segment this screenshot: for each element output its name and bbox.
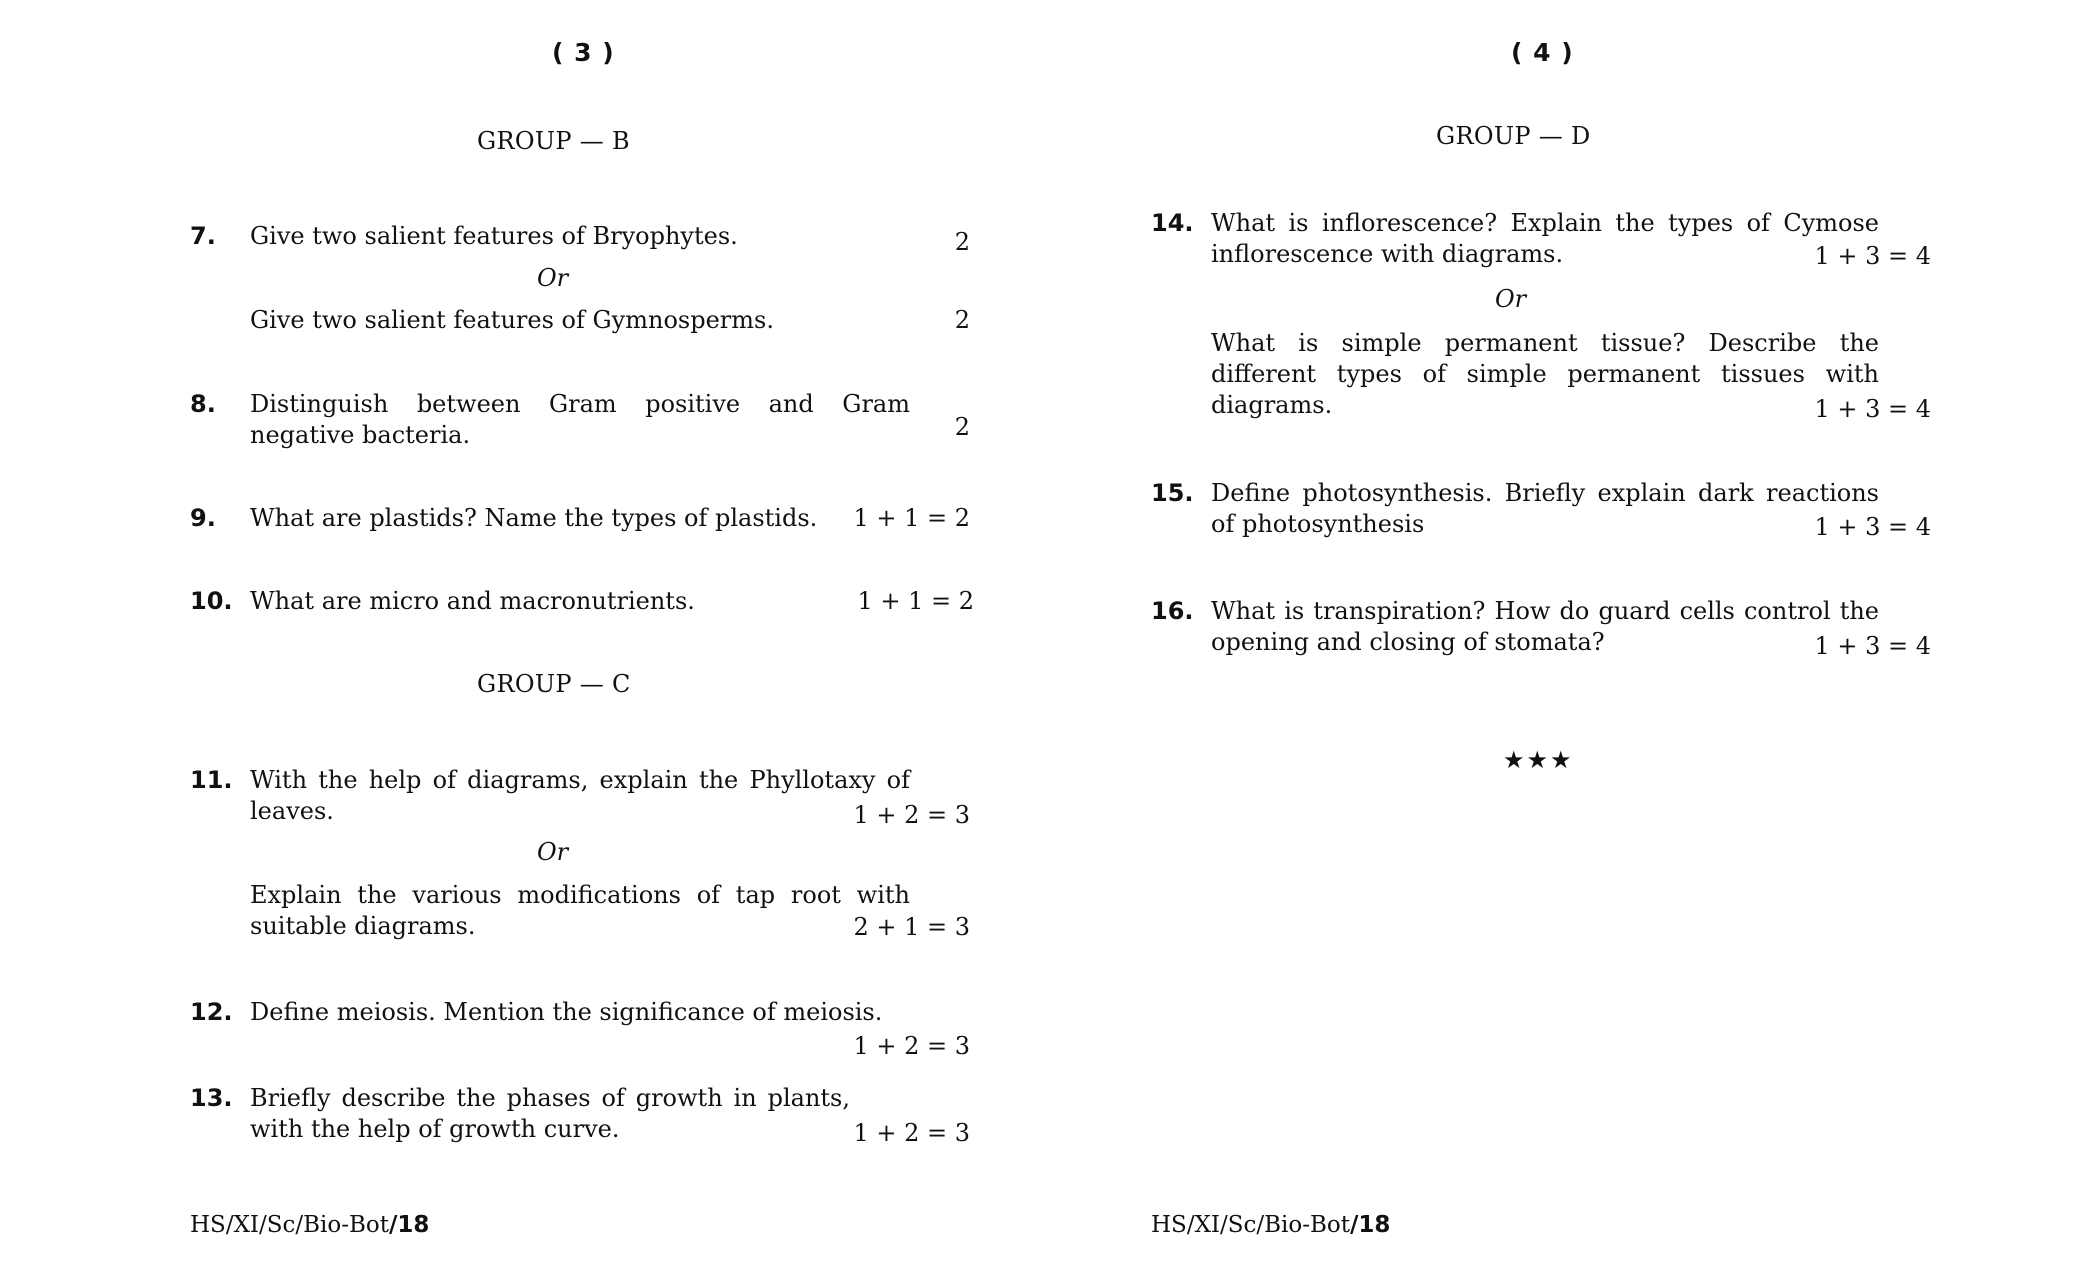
question-text: Give two salient features of Gymnosperms. bbox=[250, 306, 774, 334]
question-text: With the help of diagrams, explain the Phyllotaxy of leaves. bbox=[250, 766, 910, 825]
page-4 bbox=[1150, 0, 2100, 1275]
question-text: What is simple permanent tissue? Describe the different types of simple permanent tissues with diagrams. bbox=[1211, 329, 1879, 419]
question-marks: 1 + 3 = 4 bbox=[1814, 395, 1931, 423]
question-marks: 2 bbox=[954, 306, 970, 334]
question-text: Define meiosis. Mention the significance of meiosis. bbox=[250, 998, 883, 1026]
or-separator: Or bbox=[537, 264, 569, 292]
question-14-alternative bbox=[1151, 328, 1931, 428]
end-of-paper-stars: ★★★ bbox=[1503, 746, 1574, 774]
group-b-heading: GROUP — B bbox=[477, 127, 630, 155]
question-text: What is inflorescence? Explain the types of Cymose inflorescence with diagrams. bbox=[1211, 209, 1879, 268]
group-d-heading: GROUP — D bbox=[1436, 122, 1591, 150]
question-text: What is transpiration? How do guard cells control the opening and closing of stomata? bbox=[1211, 597, 1879, 656]
question-text: Briefly describe the phases of growth in plants, with the help of growth curve. bbox=[250, 1084, 850, 1143]
question-number: 9. bbox=[190, 504, 216, 532]
or-separator: Or bbox=[1495, 285, 1527, 313]
question-number: 10. bbox=[190, 587, 233, 615]
question-text: Distinguish between Gram positive and Gram negative bacteria. bbox=[250, 390, 910, 449]
question-marks: 1 + 1 = 2 bbox=[857, 587, 974, 615]
question-text: What are plastids? Name the types of plastids. bbox=[250, 504, 818, 532]
question-11 bbox=[190, 765, 970, 835]
question-marks: 2 bbox=[954, 413, 970, 441]
question-number: 14. bbox=[1151, 209, 1194, 237]
question-9 bbox=[190, 503, 970, 543]
question-marks: 1 + 3 = 4 bbox=[1814, 242, 1931, 270]
question-marks: 1 + 2 = 3 bbox=[853, 801, 970, 829]
footer-code: HS/XI/Sc/Bio-Bot bbox=[190, 1212, 390, 1238]
page-footer bbox=[190, 1212, 429, 1238]
page-3 bbox=[0, 0, 980, 1275]
question-text: Define photosynthesis. Briefly explain dark reactions of photosynthesis bbox=[1211, 479, 1879, 538]
question-number: 11. bbox=[190, 766, 233, 794]
question-number: 16. bbox=[1151, 597, 1194, 625]
question-16 bbox=[1151, 596, 1931, 666]
question-7 bbox=[190, 221, 970, 261]
or-separator: Or bbox=[537, 838, 569, 866]
footer-code: HS/XI/Sc/Bio-Bot bbox=[1151, 1212, 1351, 1238]
question-marks: 2 + 1 = 3 bbox=[853, 913, 970, 941]
question-marks: 1 + 2 = 3 bbox=[853, 1032, 970, 1060]
question-marks: 2 bbox=[954, 228, 970, 256]
question-12 bbox=[190, 997, 970, 1067]
question-text: Give two salient features of Bryophytes. bbox=[250, 222, 738, 250]
question-14 bbox=[1151, 208, 1931, 278]
question-7-alternative bbox=[190, 305, 970, 345]
question-13 bbox=[190, 1083, 970, 1153]
question-marks: 1 + 3 = 4 bbox=[1814, 513, 1931, 541]
question-11-alternative bbox=[190, 880, 970, 950]
question-8 bbox=[190, 389, 970, 459]
group-c-heading: GROUP — C bbox=[477, 670, 631, 698]
question-15 bbox=[1151, 478, 1931, 548]
question-number: 13. bbox=[190, 1084, 233, 1112]
question-10 bbox=[190, 586, 974, 626]
page-number: ( 3 ) bbox=[552, 38, 615, 67]
question-text: What are micro and macronutrients. bbox=[250, 587, 695, 615]
footer-code-suffix: /18 bbox=[389, 1212, 430, 1238]
question-number: 12. bbox=[190, 998, 233, 1026]
question-marks: 1 + 2 = 3 bbox=[853, 1119, 970, 1147]
page-footer bbox=[1151, 1212, 1390, 1238]
question-number: 8. bbox=[190, 390, 216, 418]
footer-code-suffix: /18 bbox=[1350, 1212, 1391, 1238]
question-number: 15. bbox=[1151, 479, 1194, 507]
question-marks: 1 + 1 = 2 bbox=[853, 504, 970, 532]
question-number: 7. bbox=[190, 222, 216, 250]
question-text: Explain the various modifications of tap root with suitable diagrams. bbox=[250, 881, 910, 940]
page-number: ( 4 ) bbox=[1511, 38, 1574, 67]
question-marks: 1 + 3 = 4 bbox=[1814, 632, 1931, 660]
